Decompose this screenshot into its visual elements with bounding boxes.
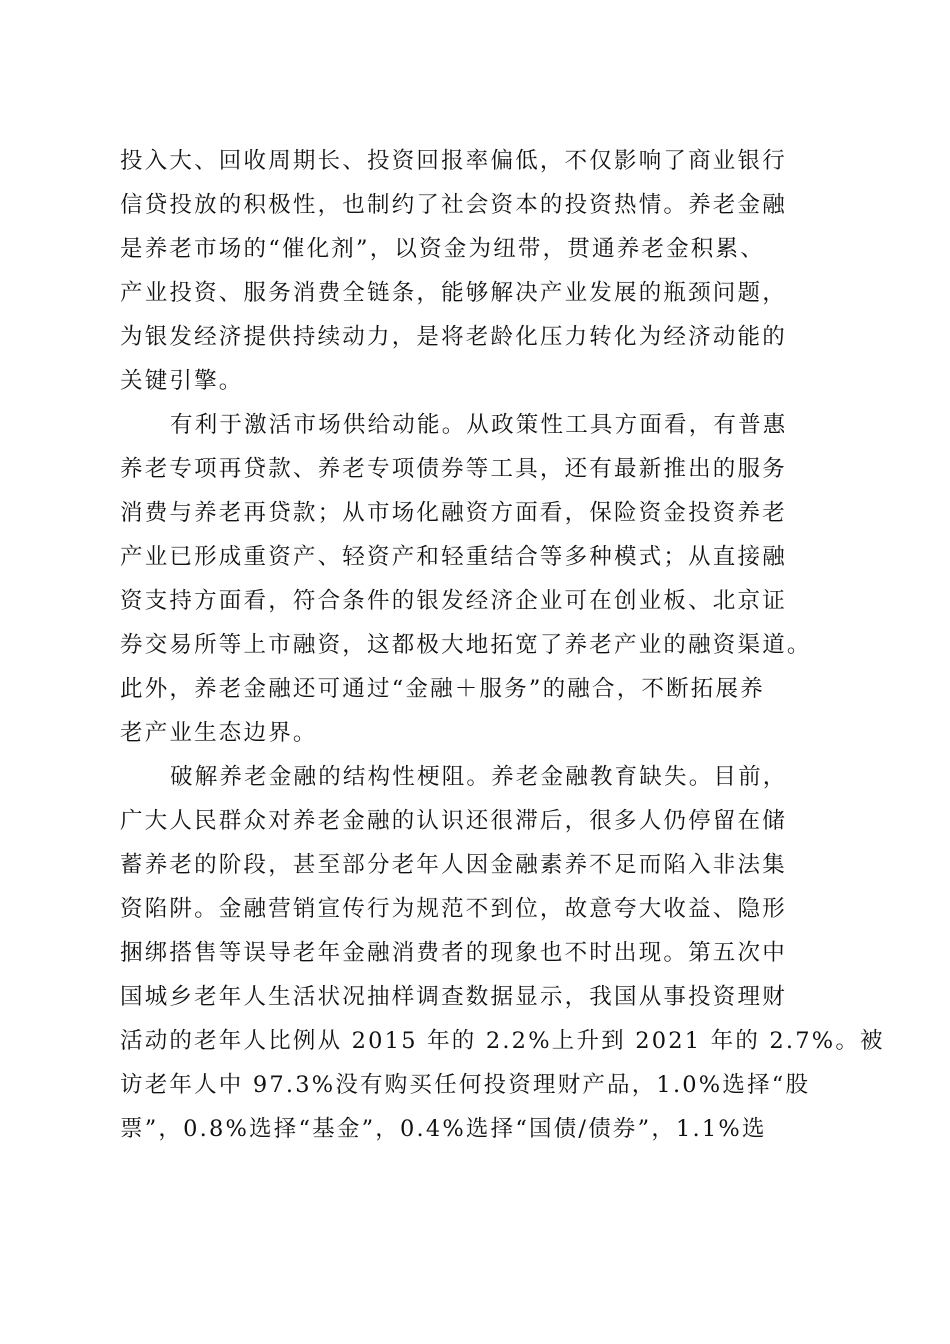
text-line: 广大人民群众对养老金融的认识还很滞后，很多人仍停留在储 [120, 808, 787, 834]
text-line: 捆绑搭售等误导老年金融消费者的现象也不时出现。第五次中 [120, 940, 787, 966]
text-line: 券交易所等上市融资，这都极大地拓宽了养老产业的融资渠道。 [120, 632, 812, 658]
body-text [120, 139, 885, 1151]
paragraph-first-line: 有利于激活市场供给动能。从政策性工具方面看，有普惠 [170, 412, 788, 438]
text-line: 资陷阱。金融营销宣传行为规范不到位，故意夸大收益、隐形 [120, 896, 787, 922]
text-line: 访老年人中 97.3%没有购买任何投资理财产品，1.0%选择“股 [120, 1072, 811, 1098]
text-line: 活动的老年人比例从 2015 年的 2.2%上升到 2021 年的 2.7%。被 [120, 1028, 885, 1054]
text-line: 消费与养老再贷款；从市场化融资方面看，保险资金投资养老 [120, 500, 787, 526]
text-line: 国城乡老年人生活状况抽样调查数据显示，我国从事投资理财 [120, 984, 787, 1010]
text-line: 产业投资、服务消费全链条，能够解决产业发展的瓶颈问题， [120, 280, 787, 306]
text-line: 投入大、回收周期长、投资回报率偏低，不仅影响了商业银行 [120, 148, 787, 174]
text-line: 老产业生态边界。 [120, 720, 318, 746]
text-line: 产业已形成重资产、轻资产和轻重结合等多种模式；从直接融 [120, 544, 787, 570]
text-line: 信贷投放的积极性，也制约了社会资本的投资热情。养老金融 [120, 192, 787, 218]
text-line: 养老专项再贷款、养老专项债券等工具，还有最新推出的服务 [120, 456, 787, 482]
text-line: 资支持方面看，符合条件的银发经济企业可在创业板、北京证 [120, 588, 787, 614]
text-line: 关键引擎。 [120, 368, 244, 394]
paragraph-first-line: 破解养老金融的结构性梗阻。养老金融教育缺失。目前， [170, 764, 788, 790]
text-line: 此外，养老金融还可通过“金融＋服务”的融合，不断拓展养 [120, 676, 765, 702]
text-line: 为银发经济提供持续动力，是将老龄化压力转化为经济动能的 [120, 324, 787, 350]
text-line: 蓄养老的阶段，甚至部分老年人因金融素养不足而陷入非法集 [120, 852, 787, 878]
text-line: 是养老市场的“催化剂”，以资金为纽带，贯通养老金积累、 [120, 236, 765, 262]
text-line: 票”，0.8%选择“基金”，0.4%选择“国债/债券”，1.1%选 [120, 1116, 767, 1142]
